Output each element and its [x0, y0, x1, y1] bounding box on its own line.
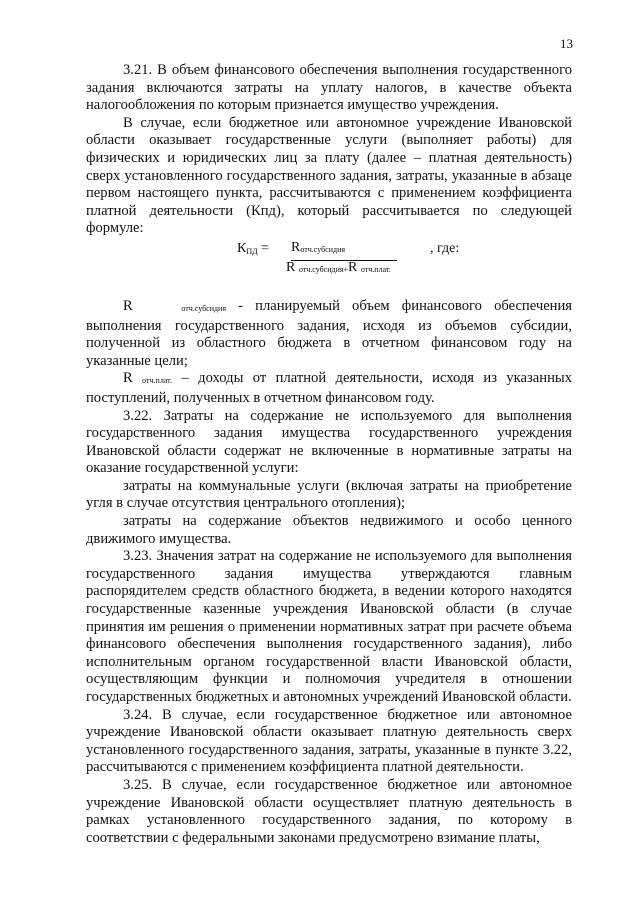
paragraph-utilities: затраты на коммунальные услуги (включая затраты на приобретение угля в случае отсутствия центрального отопления); [86, 477, 572, 512]
paragraph-3-23: 3.23. Значения затрат на содержание не используемого для выполнения государственного задания имущества утверждаются главным распорядителем средств областного бюджета, в ведении которого находятся государственные казенные учреждения Ивановской области (в случае принятия им решения о применении нормативных затрат при расчете объема финансового обеспечения выполнения государственного задания), либо исполнительным органом государственной власти Ивановской области, осуществляющим функции и полномочия учредителя в отношении государственных бюджетных и автономных учреждений Ивановской области. [86, 548, 572, 705]
denominator-sub2: отч.плат. [360, 264, 391, 274]
paragraph-3-21: 3.21. В объем финансового обеспечения выполнения государственного задания включаются затраты на уплату налогов, в качестве объекта налогообложения по которым признается имущество учреждения. [86, 62, 572, 114]
denominator-r1: R [286, 259, 296, 275]
formula-lhs [237, 240, 269, 261]
paragraph-3-24: 3.24. В случае, если государственное бюджетное или автономное учреждение Ивановской области оказывает платную деятельность сверх установленного государственного задания, затраты, указанные в пункте 3.22, рассчитываются с применением коэффициента платной деятельности. [86, 706, 572, 776]
paragraph-3-25: 3.25. В случае, если государственное бюджетное или автономное учреждение Ивановской области осуществляет платную деятельность в рамках установленного государственного задания, по которому в соответствии с федеральными законами предусмотрено взимание платы, [86, 776, 572, 846]
def2-symbol: R [123, 370, 133, 387]
paragraph-paid-activity: В случае, если бюджетное или автономное учреждение Ивановской области оказывает государственные услуги (выполняет работы) для физических и юридических лиц за плату (далее – платная деятельность) сверх установленного государственного задания, затраты, указанные в абзаце первом настоящего пункта, рассчитываются с применением коэффициента платной деятельности (Кпд), который рассчитывается по следующей формуле: [86, 114, 572, 237]
denominator-sub1: отч.субсидия+ [298, 264, 349, 274]
paragraph-property-costs: затраты на содержание объектов недвижимого и особо ценного движимого имущества. [86, 513, 572, 547]
def1-text: - планируемый объем финансового обеспечения выполнения государственного задания, исходя из объемов субсидии, полученной из областного бюджета в отчетном финансовом году на указанные цели; [86, 297, 573, 369]
def2-text: – доходы от платной деятельности, исходя из указанных поступлений, полученных в отчетном финансовом году. [86, 370, 572, 406]
formula-denominator [286, 259, 391, 279]
definition-r-subsidy [86, 298, 572, 370]
formula-numerator [291, 239, 397, 261]
formula-kpd [86, 238, 572, 298]
document-body [86, 62, 572, 847]
denominator-r2: R [348, 259, 358, 275]
def1-symbol: R [123, 297, 133, 314]
formula-tail: , где: [430, 240, 460, 256]
def1-sub: отч.субсидия [181, 303, 227, 313]
numerator-r: R [291, 239, 301, 255]
paragraph-3-22: 3.22. Затраты на содержание не используемого для выполнения государственного задания имущества государственного учреждения Ивановской области содержат не включенные в нормативные затраты на оказание государственной услуги: [86, 407, 572, 477]
formula-lhs-sub: ПД [246, 246, 258, 256]
def2-sub: отч.плат. [142, 376, 173, 386]
page-number: 13 [560, 36, 573, 51]
definition-r-paid [86, 370, 572, 407]
formula-equals: = [261, 240, 269, 256]
numerator-sub: отч.субсидия [300, 244, 346, 254]
formula-lhs-symbol: К [237, 240, 247, 256]
